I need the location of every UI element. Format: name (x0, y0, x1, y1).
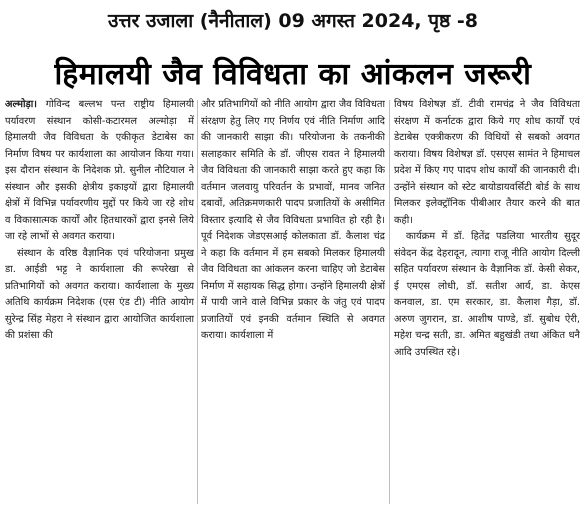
column-divider (197, 100, 198, 504)
paragraph-text: गोविन्द बल्लभ पन्त राष्ट्रीय हिमालयी पर्यावरण संस्थान कोसी-कटारमल अल्मोड़ा में हिमालयी जैव विविधता के एकीकृत डेटाबेस का निर्माण विषय पर कार्यशाला का आयोजन किया गया। इस दौरान संस्थान के निदेशक प्रो. सुनील नौटियाल ने संस्थान और इसकी क्षेत्रीय इकाइयों द्वारा हिमालयी क्षेत्रों में विभिन्न पर्यावरणीय मुद्दों पर किये जा रहे शोध व विकासात्मक कार्यों और हितधारकों द्वारा इनसे लिये जा रहे लाभों से अवगत कराया। (5, 99, 194, 242)
article-paragraph: संस्थान के वरिष्ठ वैज्ञानिक एवं परियोजना प्रमुख डा. आईडी भट्ट ने कार्यशाला की रूपरेखा से प्रतिभागियों को अवगत कराया। कार्यशाला के मुख्य अतिथि कार्यक्रम निदेशक (एस एंड टी) नीति आयोग सुरेन्द्र सिंह मेहरा ने संस्थान द्वारा आयोजित कार्यशाला की प्रशंसा की (5, 247, 194, 341)
article-paragraph (5, 97, 194, 246)
column-divider (389, 100, 390, 504)
article-headline: हिमालयी जैव विविधता का आंकलन जरूरी (54, 57, 532, 92)
article-column-1 (5, 97, 194, 507)
article-paragraph: कार्यक्रम में डॉ. हितेंद्र पडलिया भारतीय सुदूर संवेदन केंद्र देहरादून, त्यागा राजू नीति आयोग दिल्ली सहित पर्यावरण संस्थान के वैज्ञानिक डॉ. केसी सेकर, ई एमएस लोधी, डॉ. सतीश आर्य, डा. केएस कनवाल, डा. एम सरकार, डा. कैलाश गैड़ा, डॉ. अरुण जुगरान, डा. आशीष पाण्डे, डॉ. सुबोध ऐरी, महेश चन्द्र सती, डा. अमित बहुखंडी तथा अंकित धनै आदि उपस्थित रहे। (394, 231, 580, 358)
article-paragraph: विषय विशेषज्ञ डॉ. टीवी रामचंद्र ने जैव विविधता संरक्षण में कर्नाटक द्वारा किये गए शोध कार्यों एवं डेटाबेस एक्त्रीकरण की विधियों से सबको अवगत कराया। विषय विशेषज्ञ डॉ. एसएस सामंत ने हिमाचल प्रदेश में किए गए पादप शोध कार्यों की जानकारी दी। उन्होंने संस्थान को स्टेट बायोडायवर्सिटी बोर्ड के साथ मिलकर इलेक्ट्रॉनिक पीबीआर तैयार करने की बात कही। (394, 99, 580, 226)
article-column-3 (394, 97, 580, 507)
dateline: अल्मोड़ा। (5, 99, 37, 110)
article-column-2 (201, 97, 385, 507)
newspaper-masthead: उत्तर उजाला (नैनीताल) 09 अगस्त 2024, पृष्ठ -8 (108, 10, 478, 32)
article-paragraph: और प्रतिभागियों को नीति आयोग द्वारा जैव विविधता संरक्षण हेतु लिए गए निर्णय एवं नीति निर्माण आदि की जानकारी साझा की। परियोजना के तकनीकी सलाहकार समिति के डॉ. जीएस रावत ने हिमालयी जैव विविधता की जानकारी साझा करते हुए कहा कि वर्तमान जलवायु परिवर्तन के प्रभावों, मानव जनित दबावों, अतिक्रमणकारी पादप प्रजातियों के असीमित विस्तार इत्यादि से जैव विविधता प्रभावित हो रही है। पूर्व निदेशक जेडएसआई कोलकाता डॉ. कैलाश चंद्र ने कहा कि वर्तमान में हम सबको मिलकर हिमालयी जैव विविधता का आंकलन करना चाहिए जो डेटाबेस निर्माण में सहायक सिद्ध होगा। उन्होंने हिमालयी क्षेत्रों में पायी जाने वाले विभिन्न प्रकार के जंतु एवं पादप प्रजातियों एवं इनकी वर्तमान स्थिति से अवगत कराया। कार्यशाला में (201, 99, 385, 341)
